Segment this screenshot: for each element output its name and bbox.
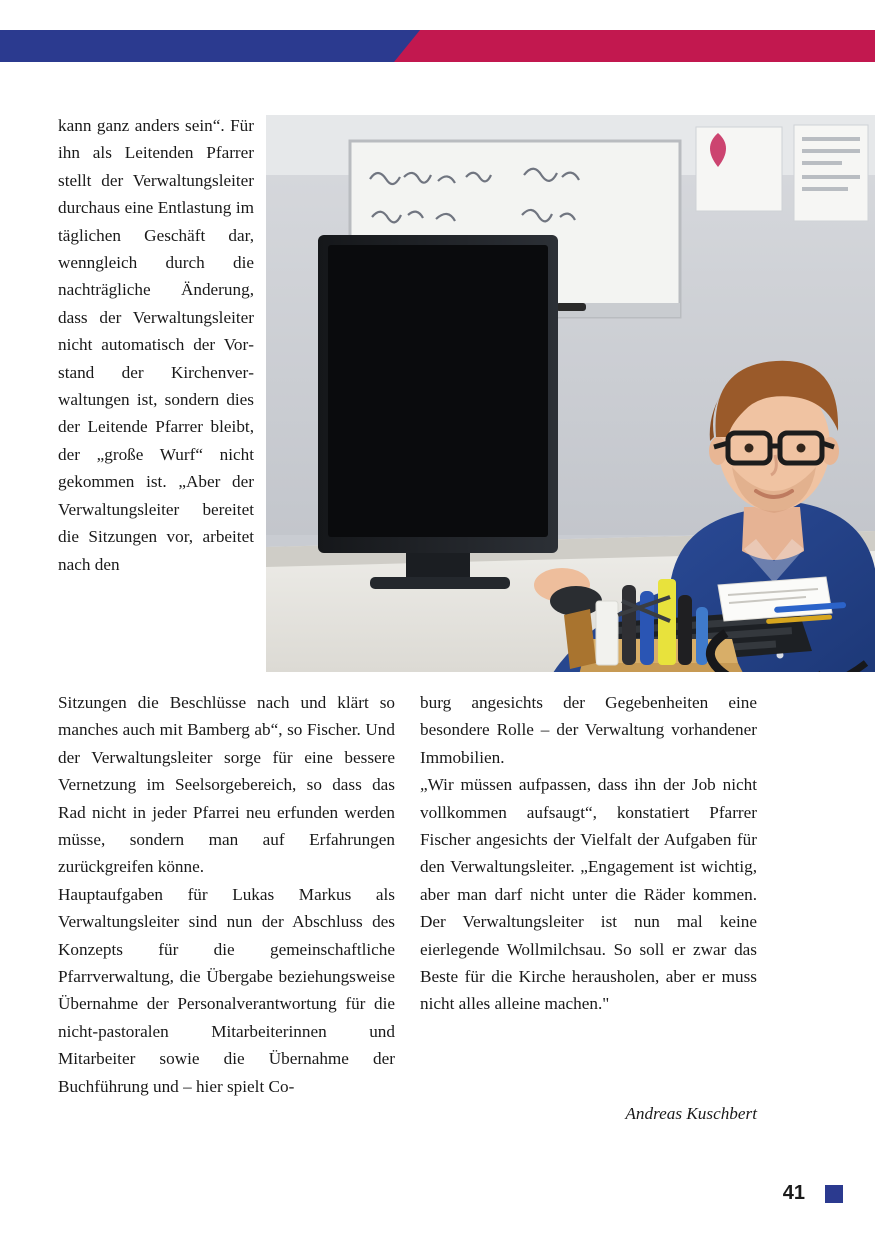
article-column-left-bottom [58,689,395,1100]
section-title: Personalien [658,6,757,25]
header-band-red [420,30,875,62]
article-photo [266,115,875,672]
page-number: 41 [782,1182,805,1204]
article-column-left-top: kann ganz anders sein“. Für ihn als Leitenden Pfarrer stellt der Verwaltungsleiter durchaus eine Entlastung im täglichen Geschäft dar, wenngleich durch die nachträgliche Änderung, dass der Verwaltungsleiter nicht automatisch der Vorstand der Kirchenverwaltungen ist, sondern dies der Leitende Pfarrer bleibt, der „große Wurf“ nicht gekommen ist. „Aber der Verwaltungsleiter bereitet die Sitzungen vor, arbeitet nach den [58,116,254,574]
paragraph: „Wir müssen aufpassen, dass ihn der Job nicht vollkommen aufsaugt“, konstatiert Pfarrer Fischer angesichts der Vielfalt der Aufgaben für den Verwaltungsleiter. „Engagement ist wichtig, aber man darf nicht unter die Räder kommen. Der Verwaltungsleiter ist nun mal keine eierlegende Wollmilchsau. So soll er zwar das Beste für die Kirche herausholen, aber er muss nicht alles alleine machen." [420,775,757,1014]
paragraph: Hauptaufgaben für Lukas Markus als Verwaltungsleiter sind nun der Abschluss des Konzepts für die gemeinschaftliche Pfarrverwaltung, die Übergabe beziehungsweise Übernahme der Personalverantwortung für die nicht-pastoralen Mitarbeiterinnen und Mitarbeiter sowie die Übernahme der Buchführung und – hier spielt Co- [58,884,395,1096]
paragraph: burg angesichts der Gegebenheiten eine besondere Rolle – der Verwaltung vorhandener Immobilien. [420,693,757,767]
article-column-right-bottom [420,689,757,1018]
header-band [0,30,875,62]
footer-marker-icon [825,1185,843,1203]
article-byline: Andreas Kuschbert [625,1104,757,1123]
header-band-blue [0,30,420,62]
photo-illustration [266,115,875,672]
header-band-wedge-icon [394,30,420,62]
paragraph: Sitzungen die Beschlüsse nach und klärt so manches auch mit Bamberg ab“, so Fischer. Und der Verwaltungsleiter sorge für eine bessere Vernetzung im Seelsorgebereich, so dass das Rad nicht in jeder Pfarrei neu erfunden werden müsse, sondern man auf Erfahrungen zurückgreifen könne. [58,693,395,877]
